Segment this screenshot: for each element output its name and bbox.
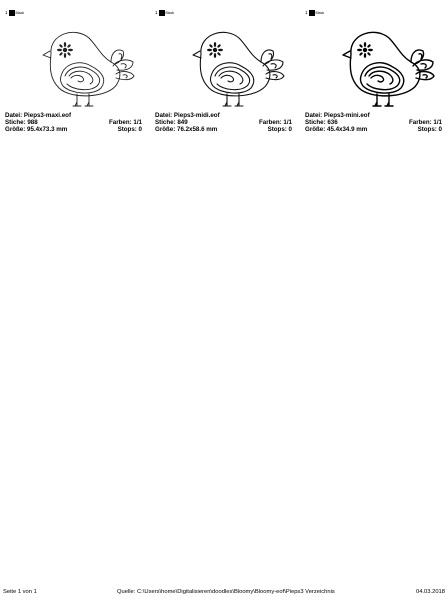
swatch-number: 1 (5, 10, 8, 15)
color-swatch-row (155, 8, 301, 18)
design-card-mini (305, 8, 448, 134)
color-swatch-row (5, 8, 151, 18)
stitch-count: Stiche: 636 (305, 119, 338, 127)
color-swatch (309, 10, 315, 16)
bird-embroidery-preview (5, 18, 151, 110)
stop-count: Stops: 0 (417, 126, 442, 134)
swatch-number: 1 (155, 10, 158, 15)
color-count: Farben: 1/1 (408, 119, 442, 127)
file-name: Datei: Pieps3-midi.eof (155, 112, 220, 119)
bird-embroidery-preview (305, 18, 448, 110)
design-size: Größe: 45.4x34.9 mm (305, 126, 368, 134)
design-info (305, 112, 442, 134)
design-card-midi (155, 8, 301, 134)
color-count: Farben: 1/1 (108, 119, 142, 127)
stop-count: Stops: 0 (267, 126, 292, 134)
page-footer (3, 589, 445, 597)
swatch-color-name: Black (165, 11, 175, 15)
design-info (155, 112, 292, 134)
print-date: 04.03.2018 (415, 589, 445, 595)
bird-embroidery-preview (155, 18, 301, 110)
design-size: Größe: 95.4x73.3 mm (5, 126, 68, 134)
color-count: Farben: 1/1 (258, 119, 292, 127)
swatch-number: 1 (305, 10, 308, 15)
file-name: Datei: Pieps3-mini.eof (305, 112, 370, 119)
stitch-count: Stiche: 988 (5, 119, 38, 127)
design-size: Größe: 76.2x58.6 mm (155, 126, 218, 134)
color-swatch (9, 10, 15, 16)
source-path: Quelle: C:\Users\home\Digitalisieren\doodles\Bloomy\Bloomy-eof\Pieps3 Verzeichnis (117, 589, 335, 595)
stop-count: Stops: 0 (117, 126, 142, 134)
design-card-maxi (5, 8, 151, 134)
stitch-count: Stiche: 849 (155, 119, 188, 127)
file-name: Datei: Pieps3-maxi.eof (5, 112, 72, 119)
color-swatch (159, 10, 165, 16)
design-info (5, 112, 142, 134)
color-swatch-row (305, 8, 448, 18)
swatch-color-name: Black (15, 11, 25, 15)
swatch-color-name: Black (315, 11, 325, 15)
page-number: Seite 1 von 1 (3, 589, 37, 595)
